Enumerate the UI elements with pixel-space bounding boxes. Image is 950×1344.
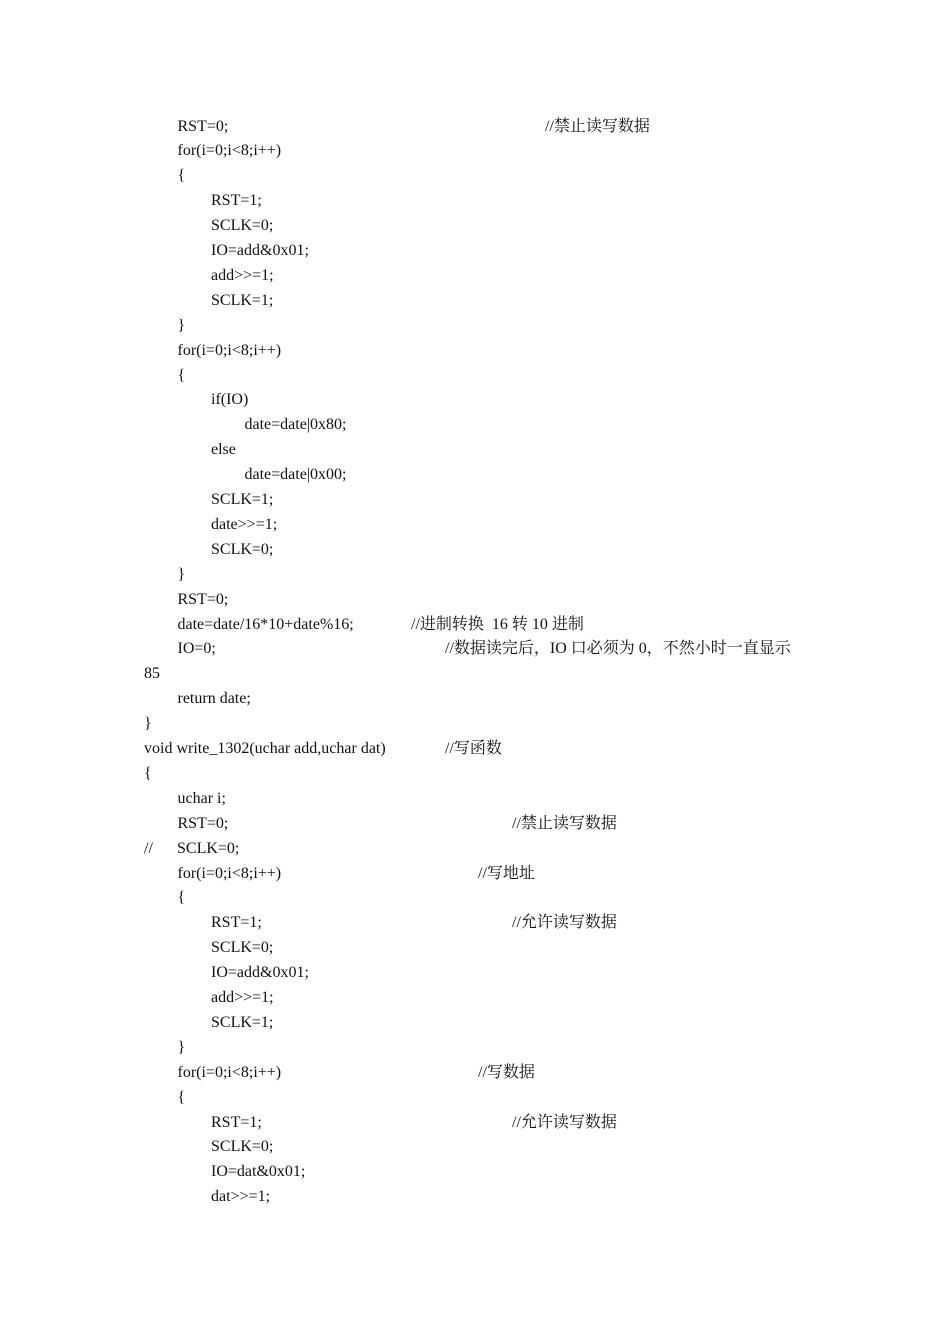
code-line: for(i=0;i<8;i++) <box>177 864 282 882</box>
code-line: IO=add&0x01; <box>211 964 309 982</box>
code-line: SCLK=1; <box>211 1013 274 1031</box>
code-line: } <box>177 316 186 334</box>
code-line: { <box>177 1088 186 1106</box>
code-line: SCLK=0; <box>211 540 274 558</box>
code-comment: //进制转换 16 转 10 进制 <box>411 615 584 633</box>
code-line: date=date|0x80; <box>244 416 347 434</box>
code-line: RST=1; <box>211 192 262 210</box>
code-line: add>>=1; <box>211 266 274 284</box>
code-comment: //允许读写数据 <box>512 914 617 932</box>
code-line: SCLK=1; <box>211 491 274 508</box>
code-comment: SCLK=0; <box>177 839 240 857</box>
code-line: RST=1; <box>211 1113 262 1131</box>
code-line: else <box>211 441 236 459</box>
code-line: 85 <box>144 665 160 683</box>
code-line: date=date|0x00; <box>244 466 347 484</box>
code-line: { <box>177 889 186 907</box>
code-line: RST=0; <box>177 814 229 832</box>
code-line: SCLK=1; <box>211 291 274 309</box>
code-line: SCLK=0; <box>211 1138 274 1156</box>
code-line: } <box>177 565 186 583</box>
code-line: uchar i; <box>177 789 226 807</box>
code-line: { <box>144 764 152 782</box>
code-line: add>>=1; <box>211 989 274 1006</box>
code-line: IO=add&0x01; <box>211 242 309 259</box>
code-comment: //写数据 <box>478 1063 535 1081</box>
code-line: // <box>144 839 153 857</box>
code-line: dat>>=1; <box>211 1188 271 1206</box>
code-line: if(IO) <box>211 391 249 409</box>
code-line: IO=0; <box>177 640 216 658</box>
code-line: RST=1; <box>211 914 262 932</box>
code-line: RST=0; <box>177 117 229 135</box>
code-comment: //禁止读写数据 <box>545 117 650 135</box>
code-comment: //允许读写数据 <box>512 1113 617 1131</box>
code-comment: //禁止读写数据 <box>512 814 617 832</box>
code-comment: //数据读完后，IO 口必须为 0，不然小时一直显示 <box>445 640 791 658</box>
code-line: { <box>177 167 186 185</box>
code-line: { <box>177 366 186 384</box>
code-line: for(i=0;i<8;i++) <box>177 341 282 359</box>
code-comment: //写函数 <box>445 740 502 757</box>
code-line: SCLK=0; <box>211 939 274 957</box>
code-line: } <box>144 715 152 733</box>
code-line: SCLK=0; <box>211 217 274 235</box>
code-comment: //写地址 <box>478 864 535 882</box>
code-line: RST=0; <box>177 590 229 608</box>
code-line: } <box>177 1038 186 1056</box>
code-line: date>>=1; <box>211 515 278 533</box>
code-line: date=date/16*10+date%16; <box>177 615 354 633</box>
code-line: for(i=0;i<8;i++) <box>177 1063 282 1081</box>
code-line: return date; <box>177 690 251 708</box>
code-line: void write_1302(uchar add,uchar dat) <box>144 740 386 757</box>
code-line: for(i=0;i<8;i++) <box>177 142 282 160</box>
code-line: IO=dat&0x01; <box>211 1163 306 1181</box>
